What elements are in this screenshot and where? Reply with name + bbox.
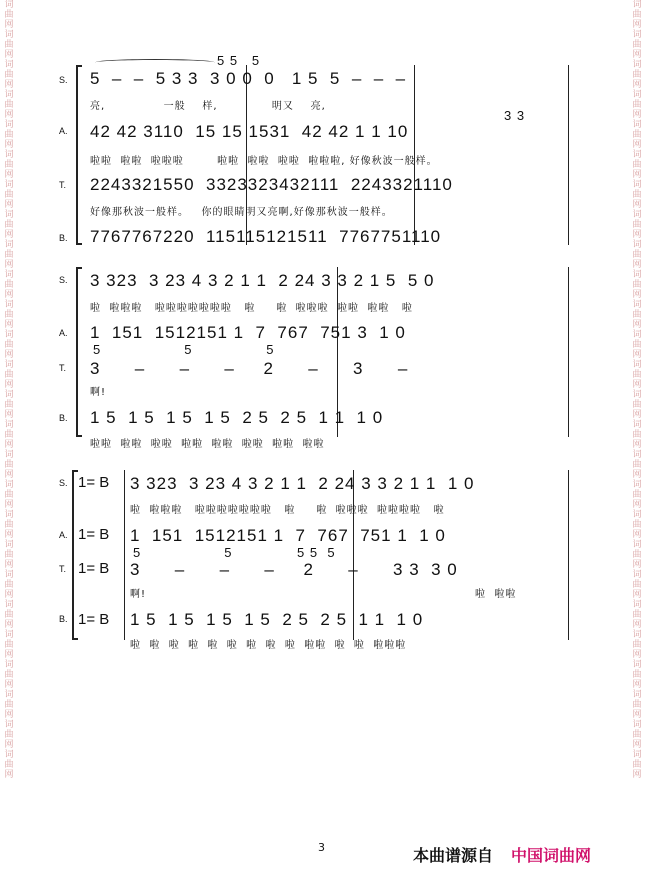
bass-lyrics: 啦啦 啦啦 啦啦 啦啦 啦啦 啦啦 啦啦 啦啦 <box>90 439 325 450</box>
score-system-1 <box>0 55 645 255</box>
staff-bracket <box>76 267 82 437</box>
tie-slur <box>95 59 215 66</box>
soprano-notes: 3 323 3 23 4 3 2 1 1 2 24 3 3 2 1 1 1 0 <box>130 474 475 493</box>
watermark-left: 词曲网 词曲网 词曲网 词曲网 词曲网 词曲网 词曲网 词曲网 词曲网 词曲网 词曲网 词曲网 词曲网 词曲网 词曲网 词曲网 词曲网 词曲网 词曲网 词曲网 词曲网 词曲网 词曲网 词曲网 词曲网 词曲网 <box>4 0 14 780</box>
alto-notes: 1 151 1512151 1 7 767 751 1 1 0 <box>130 526 446 545</box>
barline <box>568 267 569 437</box>
voice-label-tenor: T. <box>59 363 67 373</box>
voice-label-soprano: S. <box>59 75 68 85</box>
key-signature: 1= B <box>78 526 110 543</box>
bass-notes: 1 5 1 5 1 5 1 5 2 5 2 5 1 1 1 0 <box>90 408 384 427</box>
voice-label-tenor: T. <box>59 180 67 190</box>
soprano-lyrics: 亮, 一般 样, 明又 亮, <box>90 101 326 112</box>
soprano-upper-notes: 5 5 5 <box>217 53 261 68</box>
bass-notes: 1 5 1 5 1 5 1 5 2 5 2 5 1 1 1 0 <box>130 610 424 629</box>
staff-bracket <box>76 65 82 245</box>
tenor-lyrics: 啊! <box>130 589 147 600</box>
soprano-notes: 5 – – 5 3 3 3 0 0 0 1 5 5 – – – <box>90 69 407 88</box>
soprano-lyrics: 啦 啦啦啦 啦啦啦啦啦啦啦 啦 啦 啦啦啦 啦啦 啦啦 啦 <box>90 303 413 314</box>
voice-label-alto: A. <box>59 126 68 136</box>
source-prefix: 本曲谱源自 <box>413 846 494 865</box>
alto-lyrics: 啦啦 啦啦 啦啦啦 啦啦 啦啦 啦啦 啦啦啦, 好像秋波一般样。 <box>90 156 438 167</box>
voice-label-bass: B. <box>59 614 68 624</box>
soprano-lyrics: 啦 啦啦啦 啦啦啦啦啦啦啦 啦 啦 啦啦啦 啦啦啦啦 啦 <box>130 505 445 516</box>
voice-label-soprano: S. <box>59 478 68 488</box>
alto-upper-notes: 3 3 <box>504 108 526 123</box>
voice-label-bass: B. <box>59 413 68 423</box>
tenor-notes: 2243321550 3323323432111 2243321110 <box>90 175 453 194</box>
tenor-lyrics-end: 啦 啦啦 <box>475 589 517 600</box>
voice-label-bass: B. <box>59 233 68 243</box>
voice-label-alto: A. <box>59 328 68 338</box>
watermark-right: 词曲网 词曲网 词曲网 词曲网 词曲网 词曲网 词曲网 词曲网 词曲网 词曲网 词曲网 词曲网 词曲网 词曲网 词曲网 词曲网 词曲网 词曲网 词曲网 词曲网 词曲网 词曲网 词曲网 词曲网 词曲网 词曲网 <box>632 0 642 780</box>
key-signature: 1= B <box>78 611 110 628</box>
barline <box>568 470 569 640</box>
bass-notes: 7767767220 115115121511 7767751110 <box>90 227 442 246</box>
alto-notes: 1 151 1512151 1 7 767 751 3 1 0 <box>90 323 406 342</box>
alto-lower-notes: 5 5 5 <box>93 342 275 357</box>
voice-label-soprano: S. <box>59 275 68 285</box>
soprano-notes: 3 323 3 23 4 3 2 1 1 2 24 3 3 2 1 5 5 0 <box>90 271 435 290</box>
barline <box>124 470 125 640</box>
tenor-notes: 3 – – – 2 – 3 3 3 0 <box>130 560 458 579</box>
key-signature: 1= B <box>78 560 110 577</box>
voice-label-alto: A. <box>59 530 68 540</box>
alto-notes: 42 42 3110 15 15 1531 42 42 1 1 10 <box>90 122 409 141</box>
barline <box>568 65 569 245</box>
source-credit <box>413 843 591 866</box>
tenor-lyrics: 好像那秋波一般样。 你的眼睛明又亮啊,好像那秋波一般样。 <box>90 207 393 218</box>
tenor-notes: 3 – – – 2 – 3 – <box>90 359 409 378</box>
page-number: 3 <box>318 841 325 854</box>
tenor-lyrics: 啊! <box>90 387 107 398</box>
alto-lower-notes: 5 5 5 5 5 <box>133 545 336 560</box>
bass-lyrics: 啦 啦 啦 啦 啦 啦 啦 啦 啦 啦啦 啦 啦 啦啦啦 <box>130 640 407 651</box>
source-brand[interactable]: 中国词曲网 <box>511 846 592 865</box>
key-signature: 1= B <box>78 474 110 491</box>
voice-label-tenor: T. <box>59 564 67 574</box>
score-system-3 <box>0 468 645 658</box>
score-system-2 <box>0 263 645 458</box>
